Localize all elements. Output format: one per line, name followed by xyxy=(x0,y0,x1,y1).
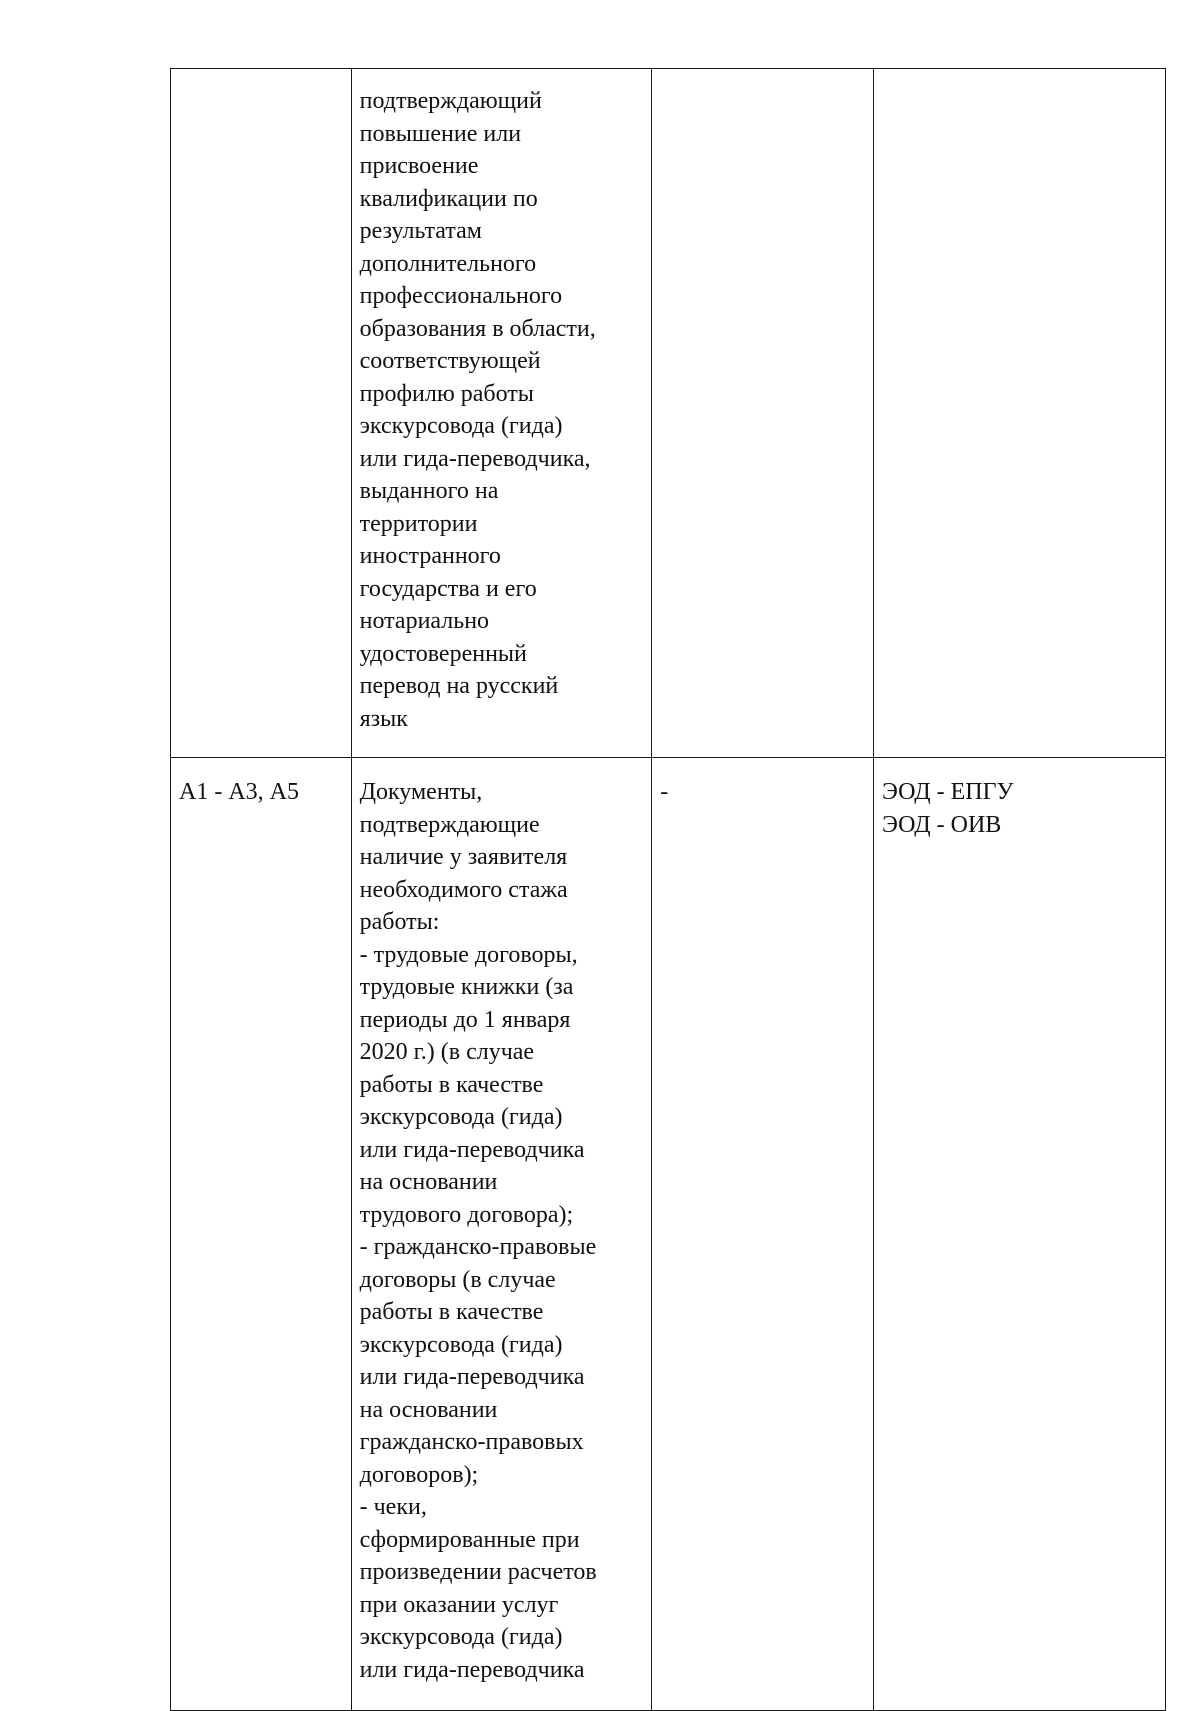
document-description-cell: подтверждающий повышение или присвоение квалификации по результатам дополнительного профессионального образования в области, соответствующей профилю работы экскурсовода (гида) или гида-переводчика, выданного на территории иностранного государства и его нотариально удостоверенный перевод на русский язык xyxy=(351,69,652,758)
submission-channel-cell xyxy=(873,69,1165,758)
submission-channel-cell: ЭОД - ЕПГУ ЭОД - ОИВ xyxy=(873,758,1165,1711)
applicant-category-cell: А1 - А3, А5 xyxy=(171,758,352,1711)
table-row xyxy=(171,758,1166,1711)
document-description-cell: Документы, подтверждающие наличие у заявителя необходимого стажа работы: - трудовые договоры, трудовые книжки (за периоды до 1 января 2020 г.) (в случае работы в качестве экскурсовода (гида) или гида-переводчика на основании трудового договора); - гражданско-правовые договоры (в случае работы в качестве экскурсовода (гида) или гида-переводчика на основании гражданско-правовых договоров); - чеки, сформированные при произведении расчетов при оказании услуг экскурсовода (гида) или гида-переводчика xyxy=(351,758,652,1711)
documents-table xyxy=(170,68,1166,1711)
requirement-cell xyxy=(652,69,874,758)
applicant-category-cell xyxy=(171,69,352,758)
table-row xyxy=(171,69,1166,758)
requirement-cell: - xyxy=(652,758,874,1711)
